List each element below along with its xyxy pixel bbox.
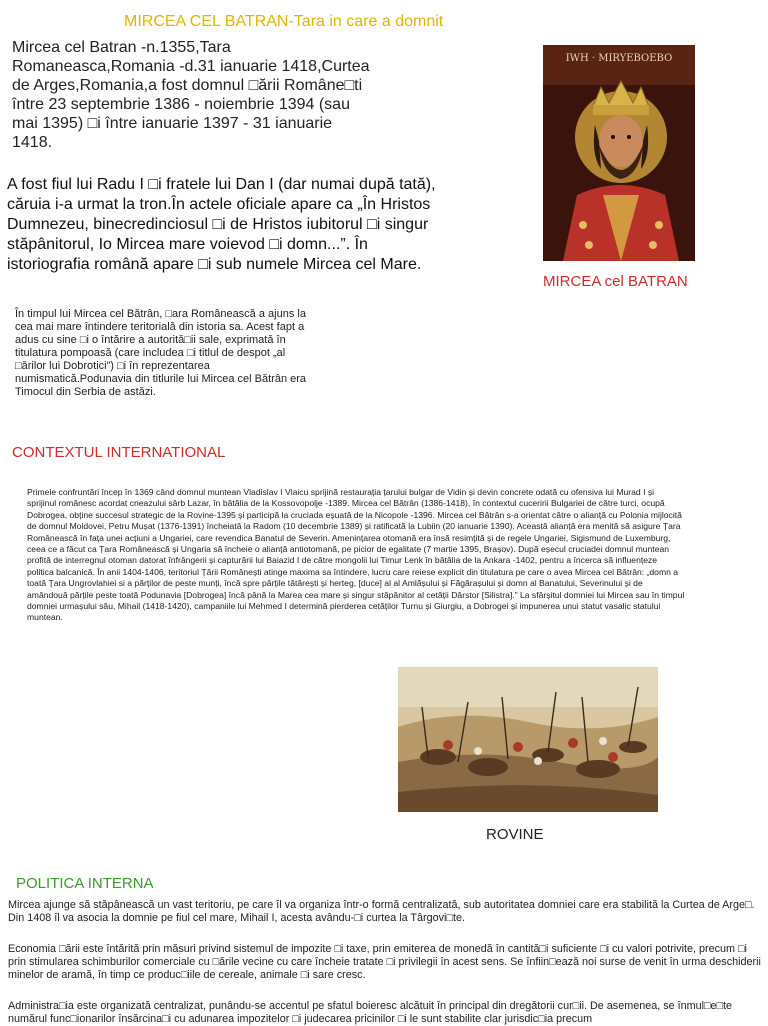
politica-paragraph-3: Administra□ia este organizată centralizat, punându-se accentul pe sfatul boieresc alcătuit în principal din dregătorii cur□ii. De asemenea, se înmul□e□te numărul func□ionarilor însărcina□i cu adunarea impozitelor □i judecarea pricinilor □i le sunt stabilite clar jurisdic□ia precum xyxy=(8,1000,733,1025)
rovine-caption: ROVINE xyxy=(486,826,544,843)
portrait-inscription: IWH · MIRYEBOEBO xyxy=(565,53,673,64)
mircea-portrait xyxy=(543,45,695,261)
politica-heading: POLITICA INTERNA xyxy=(16,875,154,892)
page-title: MIRCEA CEL BATRAN-Tara in care a domnit xyxy=(124,13,444,30)
politica-paragraph-2: Economia □ării este întărită prin măsuri privind sistemul de impozite □i taxe, prin emiterea de monedă în cantită□i suficiente □i cu valori potrivite, precum □i prin stimularea schimburilor comerciale cu □ările vecine cu care încheie tratate □i privilegii în acest sens. Se înfiin□ează noi surse de venit în urma deschiderii minelor de aramă, în timp ce produc□iile de cereale, animale □i sare cresc. xyxy=(8,943,761,981)
portrait-caption: MIRCEA cel BATRAN xyxy=(543,273,688,290)
politica-paragraph-1: Mircea ajunge să stăpânească un vast teritoriu, pe care îl va organiza într-o formă centralizată, sub autoritatea domniei care era stabilită la Curtea de Arge□. Din 1408 îl va asocia la domnie pe fiul cel mare, Mihail I, acesta avându-□i curtea la Târgovi□te. xyxy=(8,899,755,924)
context-paragraph: Primele confruntări încep în 1369 când domnul muntean Vladislav I Vlaicu sprijină restaurația țarului bulgar de Vidin și devin concrete odată cu ofensiva lui Murad I și sprijinul românesc acordat cneazului sârb Lazar, în bătălia de la Kossovopolje -1389. Mircea cel Bătrân (1386-1418), în contextul cuceririi Bulgariei de către turci, ocupă Dobrogea, obține succesul strategic de la Rovine-1395 și participă la cruciada eșuată de la Nicopole -1396. Mircea cel Bătrân s-a orientat către o alianță cu Polonia mijlocită de domnul Moldovei, Petru Mușat (1376-1391) încheiată la Radom (10 decembrie 1389) și ratificată la Lubiin (20 ianuarie 1390). Această alianță era menită să asigure Țara Românească în fața unei acțiuni a Ungariei, care revendica Banatul de Severin. Amenințarea otomană era însă resimțită și de regele Ungariei, Sigismund de Luxemburg, ceea ce a făcut ca Țara Românească și Ungaria să încheie o alianță antiotomană, pe picior de egalitate (7 martie 1395, Brașov). După eșecul cruciadei domnul muntean profită de interregnul otoman datorat înfrângerii și capturării lui Baiazid I de către mongolii lui Timur Lenk în bătălia de la Ankara -1402, pentru a încerca să influențeze politica balcanică. În anii 1404-1406, teritoriul Țării Românești atinge maxima sa întindere, lucru care reiese explicit din titulatura pe care o avea Mircea cel Bătrân: „domn a toată Țara Ungrovlahiei si a părților de peste munți, încă spre părțile tătărești și herteg, [duce] al al Amlășului și Făgărașului și domn al Banatului, Severinului și de amândouă părțile peste toată Podunavia [Dobrogea] încă până la Marea cea mare și singur stăpânitor al cetății Dârstor [Silistra].” La sfârșitul domniei lui Mircea sau în timpul domniei urmașului său, Mihail (1418-1420), campaniile lui Mehmed I determină pierderea cetăților Turnu și Giurgiu, a Dobrogei și impunerea unui statut vasalic statului muntean. xyxy=(27,487,685,623)
territory-paragraph: În timpul lui Mircea cel Bătrân, □ara Românească a ajuns la cea mai mare întindere teritorială din istoria sa. Acest fapt a adus cu sine □i o întărire a autorită□ii sale, exprimată în titulatura pompoasă (care includea □i titlul de despot „al □ărilor lui Dobrotici”) □i în reprezentarea numismatică.Podunavia din titlurile lui Mircea cel Bătrân era Timocul din Serbia de astăzi. xyxy=(15,308,307,398)
intro-paragraph: Mircea cel Batran -n.1355,Tara Romaneasca,Romania -d.31 ianuarie 1418,Curtea de Arges,Romania,a fost domnul □ării Române□ti între 23 septembrie 1386 - noiembrie 1394 (sau mai 1395) □i între ianuarie 1397 - 31 ianuarie 1418. xyxy=(12,39,370,151)
rovine-battle-image xyxy=(398,667,658,812)
lineage-paragraph: A fost fiul lui Radu I □i fratele lui Dan I (dar numai după tată), căruia i-a urmat la tron.În actele oficiale apare ca „În Hristos Dumnezeu, binecredinciosul □i de Hristos iubitorul □i singur stăpânitorul, Io Mircea mare voievod □i domn...”. În istoriografia română apare □i sub numele Mircea cel Mare. xyxy=(7,176,436,273)
context-heading: CONTEXTUL INTERNATIONAL xyxy=(12,444,226,461)
